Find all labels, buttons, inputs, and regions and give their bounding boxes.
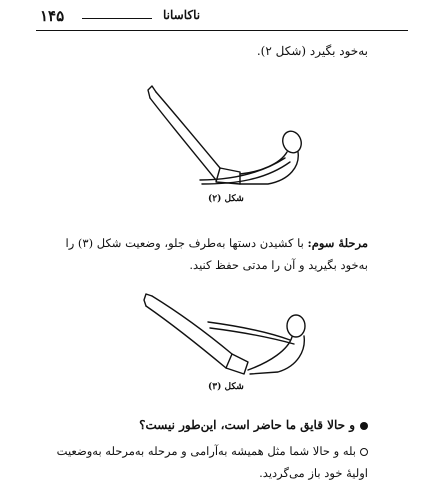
header-rule	[36, 30, 408, 31]
answer-paragraph	[38, 440, 368, 484]
circle-bullet-icon	[360, 448, 368, 456]
header-short-rule	[82, 18, 152, 19]
figure-3-illustration	[138, 292, 318, 378]
stage-3-text: با کشیدن دستها به‌طرف جلو، وضعیت شکل (۳) را به‌خود بگیرید و آن را مدتی حفظ کنید.	[65, 236, 368, 272]
bullet-icon	[360, 422, 368, 430]
page-number: ۱۴۵	[40, 7, 65, 25]
question-line	[139, 418, 368, 432]
intro-line: به‌خود بگیرد (شکل ۲).	[256, 44, 368, 58]
page-header	[0, 0, 430, 34]
running-title: ناکاسانا	[163, 8, 201, 22]
stage-3-label: مرحلهٔ سوم:	[307, 236, 368, 250]
figure-3-caption: شکل (۳)	[208, 382, 244, 392]
figure-2-caption: شکل (۲)	[208, 194, 244, 204]
question-text: و حالا قایق ما حاضر است، این‌طور نیست؟	[139, 418, 355, 432]
figure-2-illustration	[140, 84, 320, 188]
answer-text: بله و حالا شما مثل همیشه به‌آرامی و مرحله به‌مرحله به‌وضعیت اولیهٔ خود باز می‌گردید.	[56, 444, 368, 480]
stage-3-paragraph	[38, 232, 368, 276]
